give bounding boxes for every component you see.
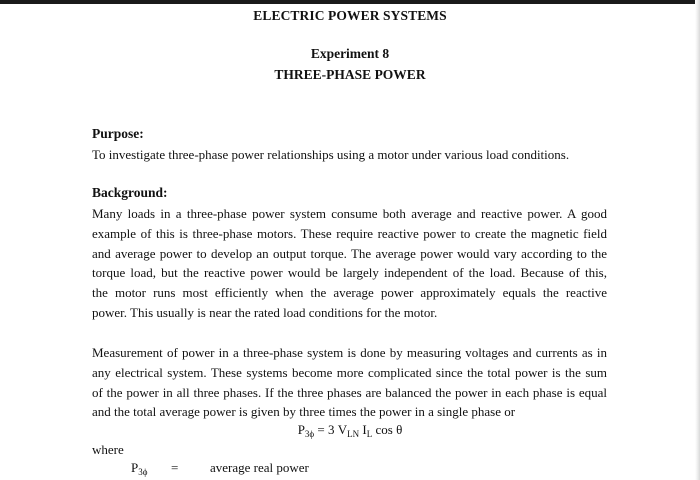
purpose-line: To investigate three-phase power relationships using a motor under various load conditions. <box>92 147 570 162</box>
formula-power-subscript: 3ϕ <box>304 429 315 439</box>
formula-power-symbol: P <box>297 422 305 437</box>
definition-symbol-letter: P <box>131 460 139 475</box>
course-title: ELECTRIC POWER SYSTEMS <box>253 8 447 23</box>
purpose-paragraph <box>92 145 607 165</box>
paragraph-line: any electrical system. These systems become more complicated since the total power is the sum <box>92 364 607 380</box>
paragraph-line: the motor runs most efficiently when the average power approximately equals the reactive <box>92 285 607 301</box>
paragraph-line: of the power in all three phases. If the three phases are balanced the power in each phase is equal <box>92 384 607 400</box>
paragraph-line: torque load, but the reactive power would be largely independent of the load. Because of this, <box>92 265 607 281</box>
definition-equals: = <box>171 460 179 475</box>
power-formula <box>0 422 700 439</box>
formula-cos-term: cos θ <box>372 422 403 437</box>
definition-symbol-subscript: 3ϕ <box>138 467 148 477</box>
paragraph-line: power. This usually is near the rated load conditions for the motor. <box>92 304 438 320</box>
formula-current-subscript: L <box>366 429 373 439</box>
experiment-title: THREE-PHASE POWER <box>274 67 426 82</box>
formula-current-symbol: I <box>359 422 367 437</box>
paragraph-line: Measurement of power in a three-phase system is done by measuring voltages and currents as in <box>92 345 607 360</box>
paragraph-line: example of this is three-phase motors. These require reactive power to create the magnetic field <box>92 225 607 241</box>
formula-equals-voltage: = 3 V <box>314 422 348 437</box>
formula-voltage-subscript: LN <box>347 429 360 439</box>
experiment-number: Experiment 8 <box>310 46 390 61</box>
definition-description: average real power <box>210 460 309 475</box>
paragraph-line: and the total average power is given by three times the power in a single phase or <box>92 404 516 420</box>
background-paragraph-1 <box>92 204 607 323</box>
background-heading: Background: <box>92 185 168 200</box>
paragraph-line: and average power to develop an output torque. The average power would vary according to the <box>92 245 607 261</box>
background-paragraph-2 <box>92 343 607 422</box>
purpose-heading: Purpose: <box>92 126 144 141</box>
definition-symbol <box>131 460 147 477</box>
paragraph-line: Many loads in a three-phase power system consume both average and reactive power. A good <box>92 206 607 221</box>
page-top-border <box>0 0 700 4</box>
where-label: where <box>92 442 124 457</box>
